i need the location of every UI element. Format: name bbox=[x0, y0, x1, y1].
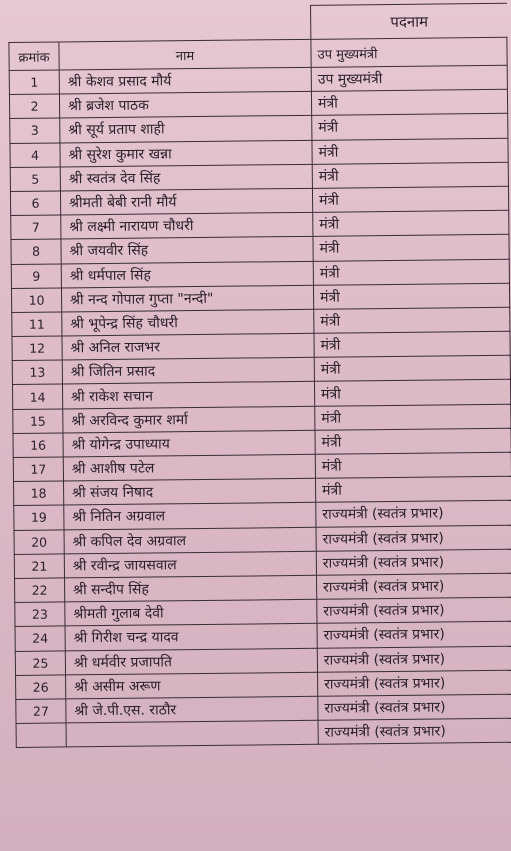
designation-cell: मंत्री bbox=[313, 235, 509, 261]
serial-number-cell: 12 bbox=[12, 336, 62, 361]
designation-cell: मंत्री bbox=[314, 307, 510, 333]
serial-number-cell: 14 bbox=[12, 384, 62, 409]
name-cell: श्री केशव प्रसाद मौर्य bbox=[59, 67, 311, 94]
designation-cell: राज्यमंत्री (स्वतंत्र प्रभार) bbox=[317, 646, 511, 672]
serial-number-cell: 10 bbox=[11, 288, 61, 313]
serial-number-cell: 11 bbox=[12, 312, 62, 337]
name-cell: श्री धर्मवीर प्रजापति bbox=[65, 648, 317, 675]
name-cell: श्री लक्ष्मी नारायण चौधरी bbox=[61, 212, 313, 239]
serial-number-cell: 20 bbox=[14, 530, 64, 555]
designation-cell: मंत्री bbox=[314, 380, 510, 406]
name-cell: श्री संजय निषाद bbox=[63, 478, 315, 505]
designation-cell: मंत्री bbox=[313, 259, 509, 285]
name-column-header: नाम bbox=[59, 39, 311, 70]
serial-number-cell: 8 bbox=[11, 239, 61, 264]
name-cell: श्रीमती गुलाब देवी bbox=[65, 599, 317, 626]
serial-number-cell: 9 bbox=[11, 263, 61, 288]
name-cell: श्री नन्द गोपाल गुप्ता "नन्दी" bbox=[61, 285, 313, 312]
name-cell: श्री अनिल राजभर bbox=[62, 333, 314, 360]
designation-header-cell: उप मुख्यमंत्री bbox=[311, 37, 507, 67]
name-cell: श्री धर्मपाल सिंह bbox=[61, 261, 313, 288]
name-cell: श्री जितिन प्रसाद bbox=[62, 358, 314, 385]
designation-cell: राज्यमंत्री (स्वतंत्र प्रभार) bbox=[318, 718, 511, 744]
name-cell: श्री सूर्य प्रताप शाही bbox=[60, 116, 312, 143]
serial-number-cell: 5 bbox=[10, 167, 60, 192]
designation-cell: मंत्री bbox=[312, 138, 508, 164]
serial-number-cell: 6 bbox=[10, 191, 60, 216]
name-cell: श्री जे.पी.एस. राठौर bbox=[66, 696, 318, 723]
designation-cell: राज्यमंत्री (स्वतंत्र प्रभार) bbox=[317, 622, 511, 648]
name-cell: श्री स्वतंत्र देव सिंह bbox=[60, 164, 312, 191]
designation-cell: राज्यमंत्री (स्वतंत्र प्रभार) bbox=[316, 525, 511, 551]
designation-cell: मंत्री bbox=[312, 162, 508, 188]
name-cell: श्री आशीष पटेल bbox=[63, 454, 315, 481]
name-cell: श्री गिरीश चन्द्र यादव bbox=[65, 624, 317, 651]
name-cell: श्री राकेश सचान bbox=[62, 382, 314, 409]
designation-cell: मंत्री bbox=[311, 89, 507, 115]
name-cell: श्री नितिन अग्रवाल bbox=[64, 503, 316, 530]
name-cell: श्री सुरेश कुमार खन्ना bbox=[60, 140, 312, 167]
serial-number-cell: 18 bbox=[14, 481, 64, 506]
designation-column-title: पदनाम bbox=[310, 3, 507, 40]
table-body bbox=[9, 65, 511, 747]
name-cell: श्री रवीन्द्र जायसवाल bbox=[64, 551, 316, 578]
designation-cell: मंत्री bbox=[312, 114, 508, 140]
designation-cell: मंत्री bbox=[312, 186, 508, 212]
name-cell: श्री भूपेन्द्र सिंह चौधरी bbox=[62, 309, 314, 336]
serial-number-cell: 22 bbox=[15, 578, 65, 603]
designation-cell: मंत्री bbox=[313, 210, 509, 236]
serial-number-cell: 7 bbox=[11, 215, 61, 240]
name-cell: श्री योगेन्द्र उपाध्याय bbox=[63, 430, 315, 457]
designation-cell: मंत्री bbox=[313, 283, 509, 309]
name-cell: श्री अरविन्द कुमार शर्मा bbox=[63, 406, 315, 433]
designation-cell: राज्यमंत्री (स्वतंत्र प्रभार) bbox=[316, 549, 511, 575]
serial-number-cell: 21 bbox=[14, 554, 64, 579]
designation-cell: मंत्री bbox=[315, 476, 511, 502]
serial-column-header: क्रमांक bbox=[9, 42, 59, 71]
designation-cell: राज्यमंत्री (स्वतंत्र प्रभार) bbox=[316, 573, 511, 599]
serial-number-cell bbox=[16, 723, 66, 748]
designation-cell: मंत्री bbox=[314, 331, 510, 357]
designation-cell: राज्यमंत्री (स्वतंत्र प्रभार) bbox=[318, 670, 511, 696]
serial-number-cell: 27 bbox=[16, 699, 66, 724]
serial-number-cell: 16 bbox=[13, 433, 63, 458]
serial-number-cell: 24 bbox=[15, 626, 65, 651]
table-row bbox=[16, 718, 511, 747]
name-cell: श्रीमती बेबी रानी मौर्य bbox=[60, 188, 312, 215]
designation-cell: मंत्री bbox=[315, 452, 511, 478]
serial-number-cell: 13 bbox=[12, 360, 62, 385]
designation-cell: मंत्री bbox=[314, 356, 510, 382]
designation-cell: मंत्री bbox=[315, 404, 511, 430]
designation-cell: राज्यमंत्री (स्वतंत्र प्रभार) bbox=[317, 597, 511, 623]
ministers-list-sheet bbox=[8, 0, 511, 849]
designation-cell: राज्यमंत्री (स्वतंत्र प्रभार) bbox=[318, 694, 511, 720]
name-cell: श्री सन्दीप सिंह bbox=[65, 575, 317, 602]
serial-number-cell: 25 bbox=[15, 650, 65, 675]
name-cell: श्री ब्रजेश पाठक bbox=[59, 92, 311, 119]
serial-number-cell: 26 bbox=[16, 675, 66, 700]
serial-number-cell: 3 bbox=[10, 118, 60, 143]
name-cell bbox=[66, 720, 318, 747]
ministers-table bbox=[8, 37, 511, 748]
name-cell: श्री कपिल देव अग्रवाल bbox=[64, 527, 316, 554]
designation-cell: मंत्री bbox=[315, 428, 511, 454]
name-cell: श्री असीम अरूण bbox=[66, 672, 318, 699]
designation-cell: उप मुख्यमंत्री bbox=[311, 65, 507, 91]
serial-number-cell: 19 bbox=[14, 505, 64, 530]
serial-number-cell: 23 bbox=[15, 602, 65, 627]
serial-number-cell: 4 bbox=[10, 143, 60, 168]
serial-number-cell: 2 bbox=[9, 94, 59, 119]
serial-number-cell: 1 bbox=[9, 70, 59, 95]
serial-number-cell: 15 bbox=[13, 409, 63, 434]
name-cell: श्री जयवीर सिंह bbox=[61, 237, 313, 264]
designation-cell: राज्यमंत्री (स्वतंत्र प्रभार) bbox=[316, 501, 511, 527]
serial-number-cell: 17 bbox=[13, 457, 63, 482]
